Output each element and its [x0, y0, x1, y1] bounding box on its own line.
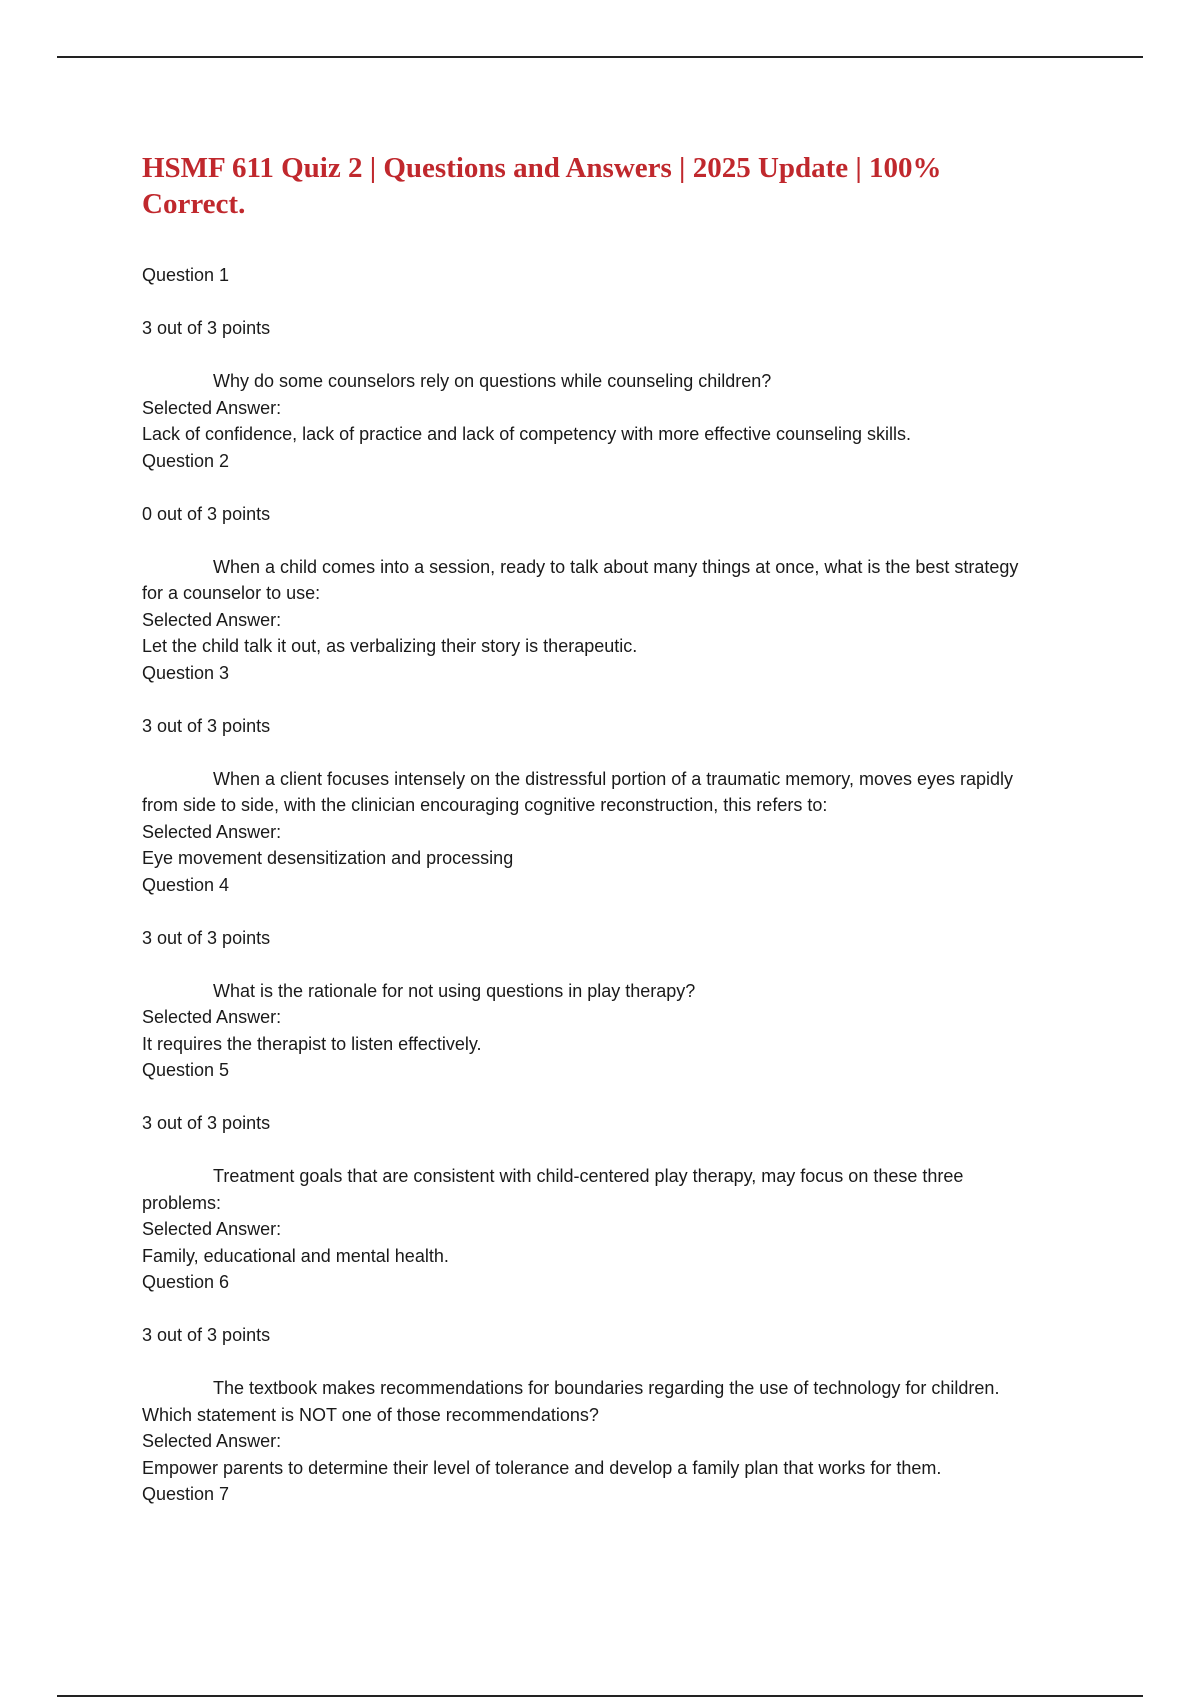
question-label: Question 6 [142, 1272, 230, 1292]
question-label-7: Question 7 [142, 1484, 230, 1504]
question-text: When a child comes into a session, ready to talk about many things at once, what is the best strategy for a counselor to use: [142, 556, 1019, 603]
question-label: Question 1 [142, 265, 230, 285]
question-points: 3 out of 3 points [142, 1325, 271, 1345]
question-text: When a client focuses intensely on the distressful portion of a traumatic memory, moves eyes rapidly from side to side, with the clinician encouraging cognitive reconstruction, this refers to: [142, 768, 1014, 815]
selected-answer-label: Selected Answer: [142, 397, 282, 418]
question-points: 3 out of 3 points [142, 1113, 271, 1133]
question-label: Question 3 [142, 662, 230, 683]
selected-answer-label: Selected Answer: [142, 1431, 282, 1451]
question-label: Question 2 [142, 450, 230, 471]
question-points: 3 out of 3 points [142, 927, 271, 948]
selected-answer-label: Selected Answer: [142, 821, 282, 842]
header-rule [57, 56, 1143, 58]
question-points: 3 out of 3 points [142, 715, 271, 736]
selected-answer: Let the child talk it out, as verbalizing their story is therapeutic. [142, 636, 638, 656]
question-text: What is the rationale for not using questions in play therapy? [213, 980, 696, 1001]
question-block-3 [142, 660, 1042, 872]
question-label: Question 5 [142, 1060, 230, 1080]
question-block-2 [142, 448, 1042, 660]
document-body [142, 150, 1042, 1508]
selected-answer: Family, educational and mental health. [142, 1245, 449, 1266]
question-points: 3 out of 3 points [142, 318, 271, 338]
selected-answer: Lack of confidence, lack of practice and lack of competency with more effective counseling skills. [142, 424, 912, 444]
question-block-5 [142, 1057, 1042, 1269]
question-block-1 [142, 262, 1042, 448]
document-title: HSMF 611 Quiz 2 | Questions and Answers | 2025 Update | 100% Correct. [142, 152, 942, 220]
question-text: Why do some counselors rely on questions while counseling children? [213, 371, 772, 391]
selected-answer: Empower parents to determine their level of tolerance and develop a family plan that works for them. [142, 1457, 942, 1478]
selected-answer-label: Selected Answer: [142, 609, 282, 630]
selected-answer: Eye movement desensitization and processing [142, 848, 514, 868]
question-block-6 [142, 1269, 1042, 1481]
selected-answer: It requires the therapist to listen effectively. [142, 1033, 482, 1054]
question-text: Treatment goals that are consistent with child-centered play therapy, may focus on these three problems: [142, 1166, 964, 1213]
selected-answer-label: Selected Answer: [142, 1007, 282, 1027]
question-label: Question 4 [142, 874, 230, 895]
question-block-4 [142, 872, 1042, 1058]
question-points: 0 out of 3 points [142, 503, 271, 524]
footer-rule [57, 1695, 1143, 1697]
selected-answer-label: Selected Answer: [142, 1219, 282, 1239]
question-text: The textbook makes recommendations for boundaries regarding the use of technology for children. Which statement is NOT one of those recommendations? [142, 1378, 1000, 1425]
